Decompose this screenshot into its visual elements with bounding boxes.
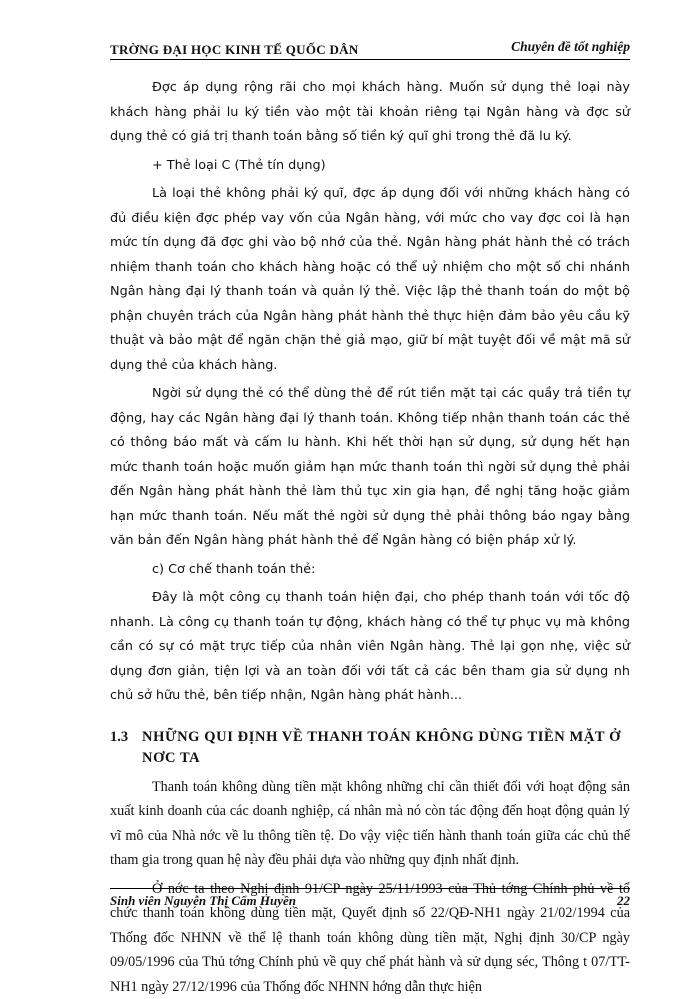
- paragraph: Ở nớc ta theo Nghị định 91/CP ngày 25/11/1993 của Thủ tớng Chính phủ về tổ chức thanh toán không dùng tiền mặt, Quyết định số 22/QĐ-NH1 ngày 21/02/1994 của Thống đốc NHNN về thể lệ thanh toán không dùng tiền mặt, Nghị định 30/CP ngày 09/05/1996 của Thủ tớng Chính phủ về quy chế phát hành và sử dụng séc, Thông t 07/TT-NH1 ngày 27/12/1996 của Thống đốc NHNN hớng dẫn thực hiện: [110, 877, 630, 999]
- paragraph: Thanh toán không dùng tiền mặt không những chỉ cần thiết đối với hoạt động sản xuất kinh doanh của các doanh nghiệp, cá nhân mà nó còn tác động đến hoạt động quản lý vĩ mô của Nhà nớc về lu thông tiền tệ. Do vậy việc tiến hành thanh toán giữa các chủ thể tham gia trong quan hệ này đều phải dựa vào những quy định nhất định.: [110, 775, 630, 873]
- section-heading: [110, 727, 630, 769]
- page-number: 22: [617, 893, 630, 909]
- section-title: NHỮNG QUI ĐỊNH VỀ THANH TOÁN KHÔNG DÙNG TIỀN MẶT Ở NƠC TA: [142, 727, 630, 769]
- paragraph: Là loại thẻ không phải ký quĩ, đợc áp dụng đối với những khách hàng có đủ điều kiện đợc phép vay vốn của Ngân hàng, với mức cho vay đợc coi là hạn mức tín dụng đã đợc ghi vào bộ nhớ của thẻ. Ngân hàng phát hành thẻ có trách nhiệm thanh toán cho khách hàng hoặc có thể uỷ nhiệm cho một số chi nhánh Ngân hàng đại lý thanh toán và quản lý thẻ. Việc lập thẻ thanh toán do một bộ phận chuyên trách của Ngân hàng phát hành thẻ thực hiện đảm bảo yêu cầu kỹ thuật và bảo mật để ngăn chặn thẻ giả mạo, giữ bí mật tuyệt đối về mật mã sử dụng thẻ của khách hàng.: [110, 182, 630, 378]
- section-number: 1.3: [110, 727, 142, 769]
- paragraph: c) Cơ chế thanh toán thẻ:: [110, 558, 630, 583]
- footer-author: Sinh viên Nguyễn Thị Cẩm Huyền: [110, 893, 296, 909]
- header-doc-type: Chuyên đề tốt nghiệp: [511, 39, 630, 55]
- paragraph: Ngời sử dụng thẻ có thể dùng thẻ để rút tiền mặt tại các quầy trả tiền tự động, hay các Ngân hàng đại lý thanh toán. Không tiếp nhận thanh toán các thẻ có thông báo mất và cấm lu hành. Khi hết thời hạn sử dụng, sử dụng hết hạn mức thanh toán hoặc muốn giảm hạn mức thanh toán thì ngời sử dụng thẻ phải đến Ngân hàng phát hành thẻ làm thủ tục xin gia hạn, đề nghị tăng hoặc giảm hạn mức thanh toán. Nếu mất thẻ ngời sử dụng thẻ phải thông báo ngay bằng văn bản đến Ngân hàng phát hành thẻ để Ngân hàng có biện pháp xử lý.: [110, 382, 630, 554]
- document-body: [110, 76, 630, 999]
- paragraph: + Thẻ loại C (Thẻ tín dụng): [110, 154, 630, 179]
- paragraph: Đây là một công cụ thanh toán hiện đại, cho phép thanh toán với tốc độ nhanh. Là công cụ thanh toán tự động, khách hàng có thể tự phục vụ mà không cần có sự có mặt trực tiếp của nhân viên Ngân hàng. Thẻ lại gọn nhẹ, việc sử dụng đơn giản, tiện lợi và an toàn đối với tất cả các bên tham gia sử dụng nh chủ sở hữu thẻ, bên tiếp nhận, Ngân hàng phát hành...: [110, 586, 630, 709]
- header-rule: [110, 59, 630, 60]
- page-header: [110, 36, 630, 58]
- header-university: TRỜNG ĐẠI HỌC KINH TẾ QUỐC DÂN: [110, 42, 359, 58]
- paragraph: Đợc áp dụng rộng rãi cho mọi khách hàng. Muốn sử dụng thẻ loại này khách hàng phải lu ký tiền vào một tài khoản riêng tại Ngân hàng và đợc sử dụng thẻ có giá trị thanh toán bằng số tiền ký quĩ ghi trong thẻ đã lu ký.: [110, 76, 630, 150]
- footer-rule: [110, 888, 630, 889]
